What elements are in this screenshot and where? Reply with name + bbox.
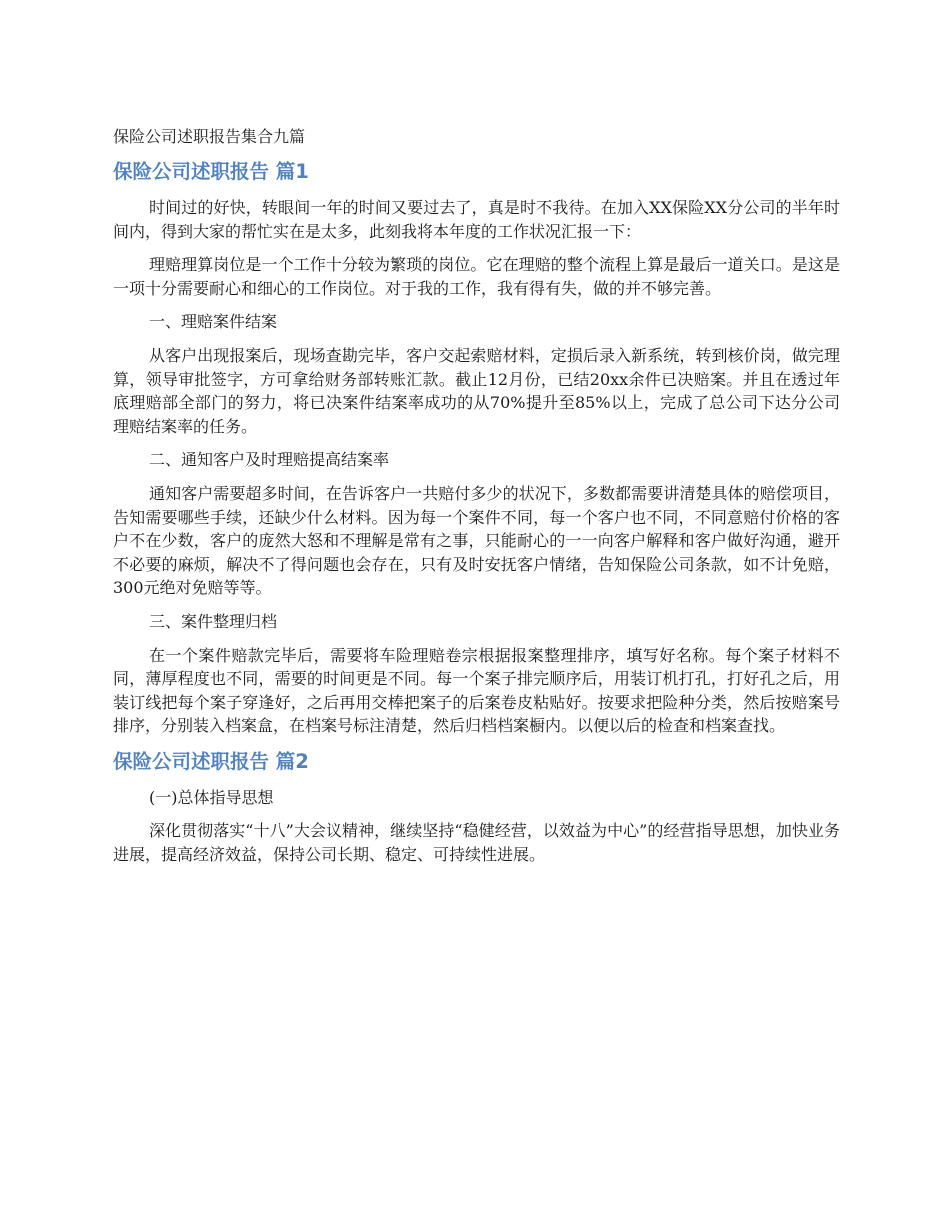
subheading: (一)总体指导思想 bbox=[149, 787, 274, 807]
paragraph: 从客户出现报案后，现场查勘完毕，客户交起索赔材料，定损后录入新系统，转到核价岗，做完理算，领导审批签字，方可拿给财务部转账汇款。截止12月份，已结20xx余件已决赔案。并且在透过年底理赔部全部门的努力，将已决案件结案率成功的从70%提升至85%以上，完成了总公司下达分公司理赔结案率的任务。 bbox=[113, 345, 840, 436]
paragraph: 理赔理算岗位是一个工作十分较为繁琐的岗位。它在理赔的整个流程上算是最后一道关口。是这是一项十分需要耐心和细心的工作岗位。对于我的工作，我有得有失，做的并不够完善。 bbox=[113, 255, 840, 298]
section-1 bbox=[113, 158, 840, 738]
subheading: 三、案件整理归档 bbox=[149, 611, 278, 631]
document-title: 保险公司述职报告集合九篇 bbox=[113, 127, 306, 146]
paragraph: 时间过的好快，转眼间一年的时间又要过去了，真是时不我待。在加入XX保险XX分公司的半年时间内，得到大家的帮忙实在是太多，此刻我将本年度的工作状况汇报一下： bbox=[113, 198, 840, 241]
subheading: 一、理赔案件结案 bbox=[149, 312, 278, 332]
paragraph: 深化贯彻落实“十八”大会议精神，继续坚持“稳健经营，以效益为中心”的经营指导思想，加快业务进展，提高经济效益，保持公司长期、稳定、可持续性进展。 bbox=[113, 821, 840, 865]
paragraph: 在一个案件赔款完毕后，需要将车险理赔卷宗根据报案整理排序，填写好名称。每个案子材料不同，薄厚程度也不同，需要的时间更是不同。每一个案子排完顺序后，用装订机打孔，打好孔之后，用装订线把每个案子穿逢好，之后再用交棒把案子的后案卷皮粘贴好。按要求把险种分类，然后按赔案号排序，分别装入档案盒，在档案号标注清楚，然后归档档案橱内。以便以后的检查和档案查找。 bbox=[113, 645, 840, 736]
subheading: 二、通知客户及时理赔提高结案率 bbox=[149, 450, 390, 470]
section-2 bbox=[113, 748, 840, 867]
section-heading: 保险公司述职报告 篇1 bbox=[113, 160, 309, 183]
document-page bbox=[113, 124, 840, 877]
section-heading: 保险公司述职报告 篇2 bbox=[113, 749, 309, 773]
paragraph: 通知客户需要超多时间，在告诉客户一共赔付多少的状况下，多数都需要讲清楚具体的赔偿项目，告知需要哪些手续，还缺少什么材料。因为每一个案件不同，每一个客户也不同，不同意赔付价格的客户不在少数，客户的庞然大怒和不理解是常有之事，只能耐心的一一向客户解释和客户做好沟通，避开不必要的麻烦，解决不了得问题也会存在，只有及时安抚客户情绪，告知保险公司条款，如不计免赔，300元绝对免赔等等。 bbox=[113, 483, 840, 598]
